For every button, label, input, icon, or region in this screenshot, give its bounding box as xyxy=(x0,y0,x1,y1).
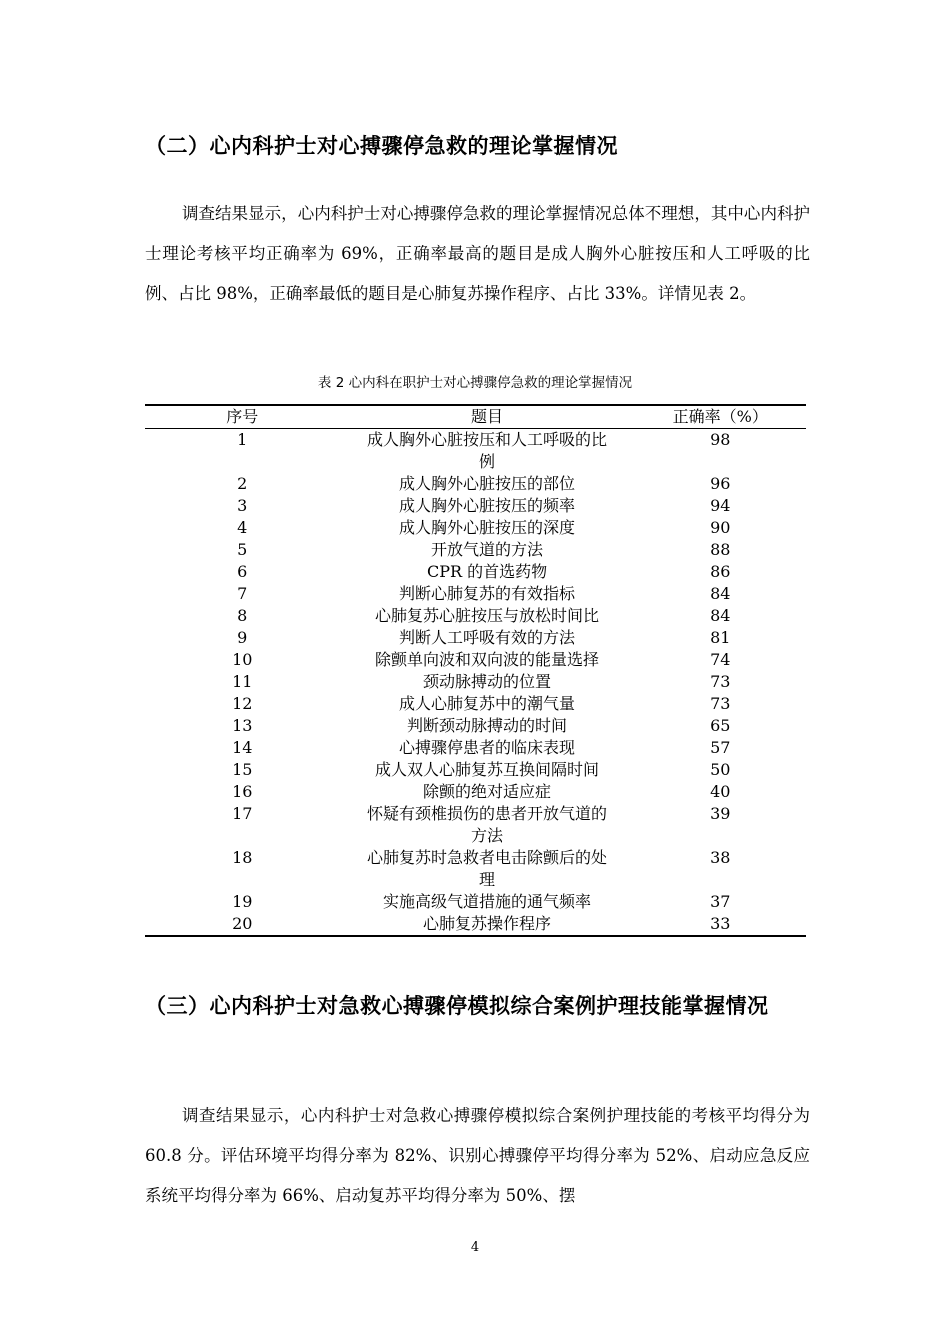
row-question: 心肺复苏时急救者电击除颤后的处理 xyxy=(367,848,608,889)
row-question: 开放气道的方法 xyxy=(431,540,544,559)
row-index: 3 xyxy=(237,496,248,515)
header-question: 题目 xyxy=(340,405,635,429)
row-question: 成人胸外心脏按压的部位 xyxy=(399,474,576,493)
row-index: 10 xyxy=(232,650,253,669)
row-accuracy: 33 xyxy=(635,913,806,936)
row-question: 成人心肺复苏中的潮气量 xyxy=(399,694,576,713)
row-accuracy: 88 xyxy=(710,540,731,559)
row-index: 2 xyxy=(237,474,248,493)
row-accuracy: 74 xyxy=(710,650,731,669)
row-accuracy: 84 xyxy=(710,606,731,625)
row-index: 14 xyxy=(232,738,253,757)
row-accuracy: 38 xyxy=(710,848,731,867)
row-question: 成人胸外心脏按压的频率 xyxy=(399,496,576,515)
row-question: 判断心肺复苏的有效指标 xyxy=(399,584,576,603)
row-accuracy: 73 xyxy=(710,672,731,691)
table-row xyxy=(145,539,806,561)
table-row xyxy=(145,605,806,627)
table-caption: 表 2 心内科在职护士对心搏骤停急救的理论掌握情况 xyxy=(317,375,633,391)
row-question: 判断颈动脉搏动的时间 xyxy=(407,716,568,735)
table-row xyxy=(145,517,806,539)
table-row xyxy=(145,561,806,583)
table-row xyxy=(145,891,806,913)
section-heading-2: （二）心内科护士对心搏骤停急救的理论掌握情况 xyxy=(145,134,618,158)
table-header-row xyxy=(145,405,806,429)
page-number: 4 xyxy=(470,1240,480,1255)
row-index: 12 xyxy=(232,694,253,713)
row-index: 5 xyxy=(237,540,248,559)
row-index: 7 xyxy=(237,584,248,603)
section-heading-3: （三）心内科护士对急救心搏骤停模拟综合案例护理技能掌握情况 xyxy=(145,994,769,1018)
row-index: 9 xyxy=(237,628,248,647)
row-question: CPR 的首选药物 xyxy=(426,562,548,581)
table-row xyxy=(145,803,806,847)
table-row xyxy=(145,913,806,936)
row-index: 13 xyxy=(232,716,253,735)
table-row xyxy=(145,847,806,891)
row-question: 心肺复苏心脏按压与放松时间比 xyxy=(375,606,600,625)
row-question: 心搏骤停患者的临床表现 xyxy=(399,738,576,757)
row-index: 4 xyxy=(237,518,248,537)
row-accuracy: 57 xyxy=(710,738,731,757)
row-accuracy: 90 xyxy=(710,518,731,537)
row-index: 16 xyxy=(232,782,253,801)
row-accuracy: 40 xyxy=(710,782,731,801)
table-row xyxy=(145,693,806,715)
header-index: 序号 xyxy=(145,405,340,429)
row-accuracy: 39 xyxy=(710,804,731,823)
table-row xyxy=(145,649,806,671)
table-row xyxy=(145,781,806,803)
table-row xyxy=(145,429,806,474)
table-row xyxy=(145,715,806,737)
row-index: 17 xyxy=(232,804,253,823)
row-question: 除颤单向波和双向波的能量选择 xyxy=(375,650,600,669)
row-accuracy: 37 xyxy=(710,892,731,911)
row-accuracy: 86 xyxy=(710,562,731,581)
row-question: 成人胸外心脏按压的深度 xyxy=(399,518,576,537)
row-accuracy: 84 xyxy=(710,584,731,603)
row-index: 19 xyxy=(232,892,253,911)
header-accuracy: 正确率（%） xyxy=(635,405,806,429)
row-accuracy: 73 xyxy=(710,694,731,713)
table-row xyxy=(145,671,806,693)
table-row xyxy=(145,737,806,759)
accuracy-table xyxy=(145,404,806,937)
section-2-paragraph: 调查结果显示，心内科护士对心搏骤停急救的理论掌握情况总体不理想，其中心内科护士理论考核平均正确率为 69%，正确率最高的题目是成人胸外心脏按压和人工呼吸的比例、占比 98%，正确率最低的题目是心肺复苏操作程序、占比 33%。详情见表 2。 xyxy=(145,204,810,303)
row-question: 怀疑有颈椎损伤的患者开放气道的方法 xyxy=(367,804,608,845)
row-question: 成人胸外心脏按压和人工呼吸的比例 xyxy=(367,430,608,471)
row-index: 11 xyxy=(232,672,253,691)
row-index: 8 xyxy=(237,606,248,625)
table-row xyxy=(145,583,806,605)
table-body xyxy=(145,429,806,937)
table-row xyxy=(145,627,806,649)
row-question: 实施高级气道措施的通气频率 xyxy=(383,892,592,911)
row-index: 18 xyxy=(232,848,253,867)
row-accuracy: 81 xyxy=(710,628,731,647)
table-row xyxy=(145,759,806,781)
table-row xyxy=(145,495,806,517)
row-accuracy: 65 xyxy=(710,716,731,735)
row-question: 判断人工呼吸有效的方法 xyxy=(399,628,576,647)
row-index: 1 xyxy=(237,430,248,449)
row-accuracy: 50 xyxy=(710,760,731,779)
row-index: 6 xyxy=(237,562,248,581)
table-row xyxy=(145,473,806,495)
row-question: 除颤的绝对适应症 xyxy=(423,782,552,801)
row-accuracy: 94 xyxy=(710,496,731,515)
row-accuracy: 98 xyxy=(710,430,731,449)
row-index: 15 xyxy=(232,760,253,779)
row-accuracy: 96 xyxy=(710,474,731,493)
row-question: 颈动脉搏动的位置 xyxy=(423,672,552,691)
row-question: 心肺复苏操作程序 xyxy=(340,913,635,936)
row-index: 20 xyxy=(145,913,340,936)
row-question: 成人双人心肺复苏互换间隔时间 xyxy=(375,760,600,779)
section-3-paragraph: 调查结果显示，心内科护士对急救心搏骤停模拟综合案例护理技能的考核平均得分为 60.8 分。评估环境平均得分率为 82%、识别心搏骤停平均得分率为 52%、启动应急反应系统平均得分率为 66%、启动复苏平均得分率为 50%、摆 xyxy=(145,1106,810,1205)
